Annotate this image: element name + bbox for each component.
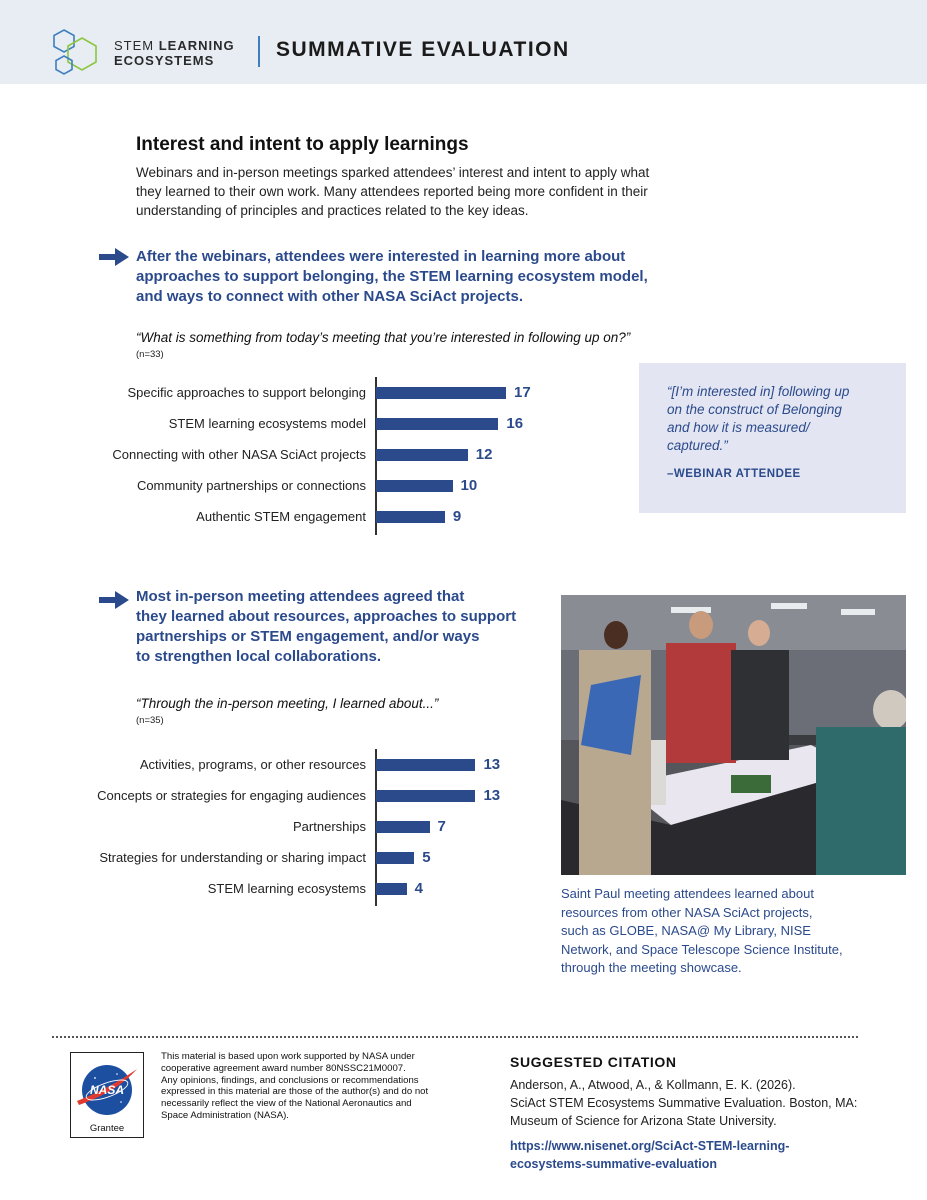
- value-label: 17: [514, 384, 531, 401]
- photo-caption: Saint Paul meeting attendees learned about resources from other NASA SciAct projects, such as GLOBE, NASA@ My Library, NISE Network, and Space Telescope Science Institute, through the meeting showcase.: [561, 886, 843, 975]
- chart-bar-row: [0, 447, 520, 463]
- quote-attribution: –WEBINAR ATTENDEE: [667, 468, 801, 480]
- nasa-grantee-badge: [70, 1052, 144, 1138]
- header-title: SUMMATIVE EVALUATION: [276, 38, 570, 61]
- category-label: Community partnerships or connections: [136, 478, 366, 493]
- value-label: 4: [414, 880, 423, 897]
- chart-bar-row: [0, 788, 520, 804]
- hexagon-logo-icon: [50, 28, 102, 76]
- chart-bar-row: [0, 509, 520, 525]
- funding-disclaimer: This material is based upon work supported by NASA under cooperative agreement award number 80NSSC21M0007. Any opinions, findings, and conclusions or recommendations expressed in this material are those of the author(s) and do not necessarily reflect the view of the National Aeronautics and Space Administration (NASA).: [161, 1051, 429, 1121]
- category-label: Specific approaches to support belonging: [127, 385, 366, 400]
- meeting-callout: Most in-person meeting attendees agreed that they learned about resources, approaches to support partnerships or STEM engagement, and/or ways to strengthen local collaborations.: [136, 588, 517, 665]
- webinar-callout: After the webinars, attendees were interested in learning more about approaches to support belonging, the STEM learning ecosystem model, and ways to connect with other NASA SciAct projects.: [136, 248, 648, 305]
- category-label: Partnerships: [293, 819, 366, 834]
- value-label: 9: [452, 508, 462, 525]
- chart-bar: [376, 852, 414, 864]
- value-label: 13: [483, 787, 501, 804]
- chart-bar: [376, 511, 445, 523]
- category-label: STEM learning ecosystems model: [168, 416, 366, 431]
- footer-divider: [52, 1036, 858, 1038]
- page-header: [0, 0, 927, 84]
- value-label: 5: [422, 849, 431, 866]
- svg-text:NASA: NASA: [89, 1083, 125, 1097]
- chart-bar-row: [0, 415, 524, 432]
- chart1-n: (n=33): [136, 349, 164, 360]
- category-label: Strategies for understanding or sharing impact: [99, 850, 366, 865]
- report-link[interactable]: https://www.nisenet.org/SciAct-STEM-learning- ecosystems-summative-evaluation: [510, 1139, 790, 1171]
- chart-bar-row: [0, 819, 520, 835]
- chart-bar: [376, 480, 453, 492]
- quote-text: “[I’m interested in] following up on the construct of Belonging and how it is measured/ captured.”: [667, 384, 850, 453]
- chart-bar-row: [0, 850, 520, 866]
- chart1-question: “What is something from today’s meeting that you’re interested in following up on?”: [136, 330, 631, 345]
- arrow-right-icon: [99, 248, 129, 266]
- arrow-right-icon: [99, 591, 129, 609]
- quote-box: [639, 363, 906, 513]
- value-label: 7: [437, 818, 446, 835]
- category-label: Connecting with other NASA SciAct projects: [112, 447, 366, 462]
- value-label: 10: [460, 477, 478, 494]
- chart-bar-row: [0, 757, 520, 773]
- category-label: Activities, programs, or other resources: [139, 757, 366, 772]
- chart-bar: [376, 387, 506, 399]
- meeting-photo: [561, 595, 906, 875]
- chart-bar: [376, 759, 475, 771]
- value-label: 16: [506, 415, 524, 432]
- chart2-n: (n=35): [136, 715, 164, 726]
- citation-title: SUGGESTED CITATION: [510, 1054, 677, 1070]
- grantee-label: Grantee: [89, 1123, 125, 1134]
- chart-bar-row: [0, 478, 520, 494]
- value-label: 12: [475, 446, 493, 463]
- nasa-logo-icon: [71, 1057, 143, 1127]
- intro-paragraph: Webinars and in-person meetings sparked attendees’ interest and intent to apply what they learned to their own work. Many attendees reported being more confident in their understanding of principles and practices related to the key ideas.: [136, 165, 650, 218]
- category-label: Authentic STEM engagement: [196, 509, 366, 524]
- chart-bar: [376, 821, 430, 833]
- chart-bar-row: [0, 384, 531, 401]
- chart-bar: [376, 418, 498, 430]
- chart-bar-row: [0, 881, 520, 897]
- meeting-photo-image: [561, 595, 906, 875]
- category-label: STEM learning ecosystems: [207, 881, 366, 896]
- section-title: Interest and intent to apply learnings: [136, 134, 469, 155]
- category-label: Concepts or strategies for engaging audiences: [97, 788, 366, 803]
- chart2-question: “Through the in-person meeting, I learned about...”: [136, 696, 439, 711]
- citation-text: Anderson, A., Atwood, A., & Kollmann, E. K. (2026). SciAct STEM Ecosystems Summative Evaluation. Boston, MA: Museum of Science for Arizona State University.: [510, 1078, 858, 1128]
- chart-bar: [376, 883, 407, 895]
- logo-wordmark: STEM LEARNING ECOSYSTEMS: [114, 38, 235, 68]
- value-label: 13: [483, 756, 501, 773]
- chart-bar: [376, 790, 475, 802]
- chart-bar: [376, 449, 468, 461]
- header-divider: [258, 36, 260, 67]
